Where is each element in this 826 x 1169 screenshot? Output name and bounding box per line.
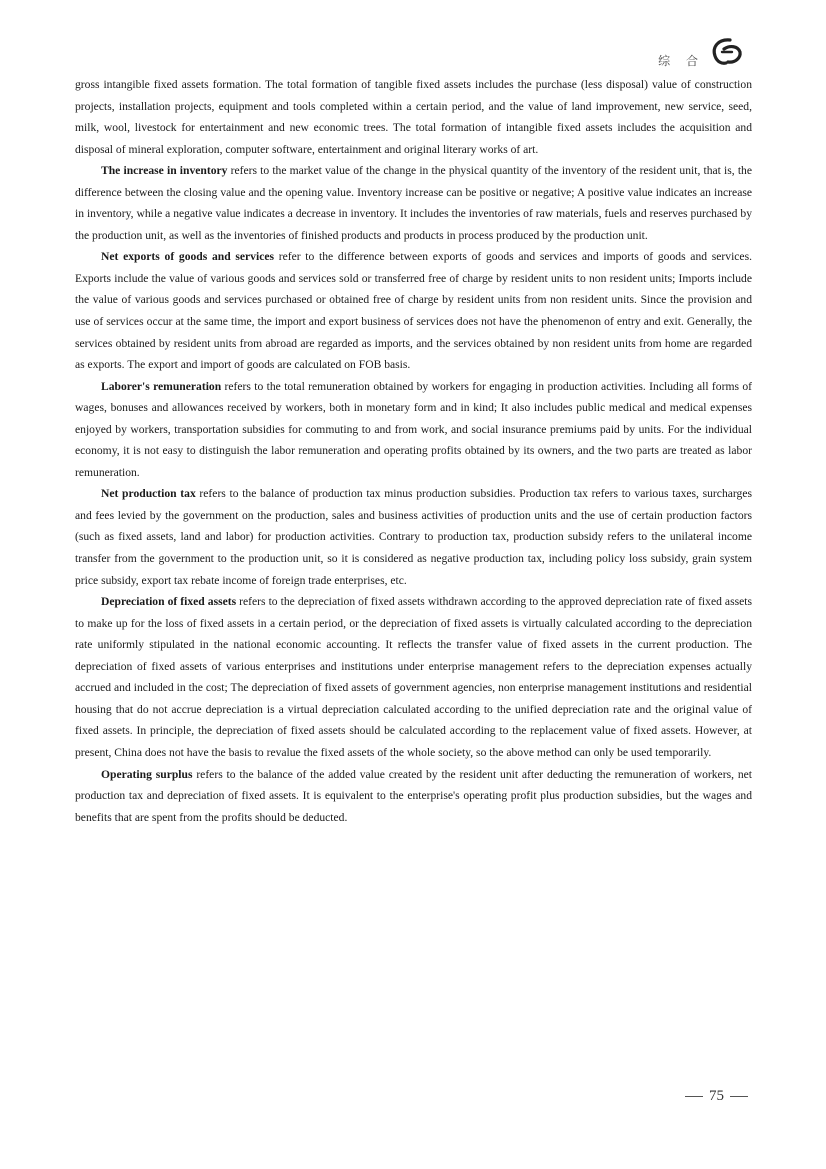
paragraph-text: refers to the depreciation of fixed assets withdrawn according to the approved depreciation rate of fixed assets to make up for the loss of fixed assets in a certain period, or the depreciation of fixed assets is virtually calculated according to the depreciation rate uniformly stipulated in the national economic accounting. It reflects the transfer value of fixed assets in the current production. The depreciation of fixed assets of various enterprises and institutions under enterprise management refers to the depreciation expenses actually accrued and included in the cost; The depreciation of fixed assets of government agencies, non enterprise management institutions and residential housing that do not accrue depreciation is a virtual depreciation calculated according to the unified depreciation rate and the original value of fixed assets. In principle, the depreciation of fixed assets should be calculated according to the replacement value of fixed assets. However, at present, China does not have the basis to revalue the fixed assets of the whole society, so the above method can only be used temporarily.: [75, 595, 752, 759]
section-label: 综 合: [658, 54, 704, 68]
document-body: [75, 74, 752, 828]
paragraph-text: gross intangible fixed assets formation. The total formation of tangible fixed assets includes the purchase (less disposal) value of construction projects, installation projects, equipment and tools completed within a certain period, and the value of land improvement, new service, seed, milk, wool, livestock for entertainment and new economic trees. The total formation of intangible fixed assets includes the acquisition and disposal of mineral exploration, computer software, entertainment and original literary works of art.: [75, 78, 752, 156]
page-header: [658, 34, 744, 69]
term-heading: The increase in inventory: [101, 164, 228, 178]
footer-dash-left: [685, 1096, 703, 1097]
paragraph-depreciation: [75, 591, 752, 763]
paragraph-net-exports: [75, 246, 752, 375]
paragraph-text: refers to the market value of the change in the physical quantity of the inventory of the resident unit, that is, the difference between the closing value and the opening value. Inventory increase can be positive or negative; A positive value indicates an increase in inventory, while a negative value indicates a decrease in inventory. It includes the inventories of raw materials, fuels and reserves purchased by the production unit, as well as the inventories of finished products and products in process produced by the production unit.: [75, 164, 752, 242]
paragraph-laborer-remuneration: [75, 376, 752, 484]
term-heading: Depreciation of fixed assets: [101, 595, 237, 609]
paragraph-inventory-increase: [75, 160, 752, 246]
paragraph-operating-surplus: [75, 764, 752, 829]
statistics-logo-icon: [710, 37, 744, 67]
paragraph-text: refers to the balance of the added value created by the resident unit after deducting the remuneration of workers, net production tax and depreciation of fixed assets. It is equivalent to the enterprise's operating profit plus production subsidies, but the wages and benefits that are spent from the profits should be deducted.: [75, 767, 752, 824]
paragraph-text: refers to the balance of production tax minus production subsidies. Production tax refers to various taxes, surcharges and fees levied by the government on the production, sales and business activities of production units and the use of certain production factors (such as fixed assets, land and labor) for production activities. Contrary to production tax, production subsidy refers to the unilateral income transfer from the government to the production unit, so it is considered as negative production tax, including policy loss subsidy, grain system price subsidy, export tax rebate income of foreign trade enterprises, etc.: [75, 487, 752, 587]
term-heading: Operating surplus: [101, 767, 193, 781]
term-heading: Net exports of goods and services: [101, 250, 274, 264]
paragraph-text: refer to the difference between exports of goods and services and imports of goods and services. Exports include the value of various goods and services sold or transferred free of charge by resident units to non resident units; Imports include the value of various goods and services purchased or obtained free of charge by resident units from non resident units. Since the provision and use of services occur at the same time, the import and export business of services does not have the phenomenon of entry and exit. Generally, the services obtained by resident units from abroad are regarded as imports, and the services obtained by non resident units from home are regarded as exports. The export and import of goods are calculated on FOB basis.: [75, 250, 752, 372]
footer-dash-right: [730, 1096, 748, 1097]
paragraph-intro: [75, 74, 752, 160]
page-number: 75: [709, 1088, 724, 1104]
paragraph-text: refers to the total remuneration obtained by workers for engaging in production activities. Including all forms of wages, bonuses and allowances received by workers, both in monetary form and in kind; It also includes public medical and medical expenses enjoyed by workers, transportation subsidies for commuting to and from work, and social insurance premiums paid by units. For the individual economy, it is not easy to distinguish the labor remuneration and operating profits obtained by its owners, and the two parts are treated as labor remuneration.: [75, 379, 752, 479]
term-heading: Net production tax: [101, 487, 196, 501]
paragraph-net-production-tax: [75, 483, 752, 591]
page-footer: [685, 1088, 748, 1105]
term-heading: Laborer's remuneration: [101, 379, 222, 393]
